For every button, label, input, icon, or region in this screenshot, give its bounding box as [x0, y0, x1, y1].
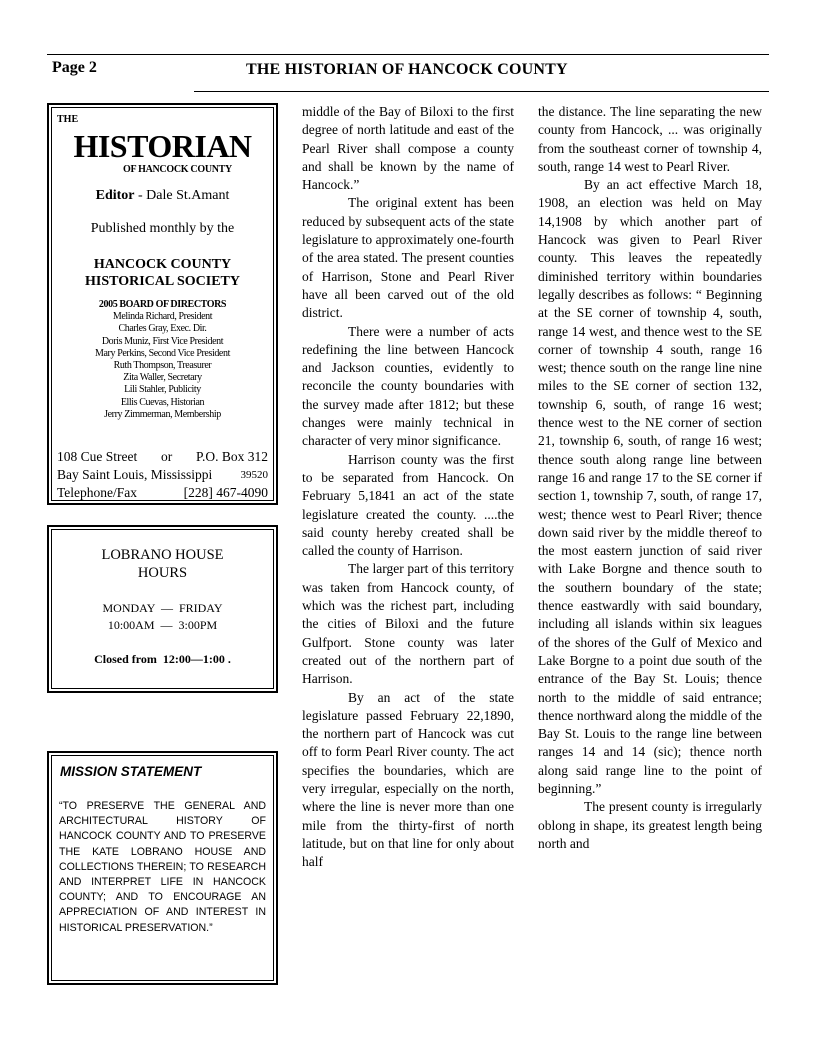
- hours-box: [47, 525, 278, 693]
- board-member: Zita Waller, Secretary: [123, 372, 202, 384]
- article-paragraph: There were a number of acts redefining the line between Hancock and Jackson counties, evidently to reconcile the county boundaries with the survey made after 1812; but these changes were mainly technical in character of very minor significance.: [302, 323, 514, 449]
- article-column-2: [538, 103, 762, 853]
- city-state: Bay Saint Louis, Mississippi: [57, 467, 213, 482]
- page-number: Page 2: [52, 59, 97, 76]
- editor-name: - Dale St.Amant: [134, 188, 230, 203]
- mission-box: [47, 751, 278, 985]
- article-paragraph: By an act of the state legislature passed February 22,1890, the northern part of Hancock was cut off to form Pearl River county. The act specifies the boundaries, which are very irregular, especially on the north, where the line is never more than one mile from the thirty-first of north latitude, but on that line for only about half: [302, 689, 514, 870]
- newsletter-title: THE HISTORIAN OF HANCOCK COUNTY: [246, 61, 568, 78]
- header-rule-top: [47, 54, 769, 55]
- article-paragraph: The present county is irregularly oblong in shape, its greatest length being north and: [538, 799, 762, 851]
- masthead-editor: [52, 188, 273, 204]
- editor-label: Editor: [95, 188, 135, 203]
- masthead-society: [52, 256, 273, 290]
- society-line-2: HISTORICAL SOCIETY: [85, 274, 240, 289]
- board-title: 2005 BOARD OF DIRECTORS: [98, 299, 227, 310]
- mission-text: “TO PRESERVE THE GENERAL AND ARCHITECTURAL HISTORY OF HANCOCK COUNTY AND TO PRESERVE THE KATE LOBRANO HOUSE AND COLLECTIONS THEREIN; TO RESEARCH AND INTERPRET LIFE IN HANCOCK COUNTY; AND TO ENCOURAGE AN APPRECIATION OF AND INTEREST IN HISTORICAL PRESERVATION.”: [59, 800, 266, 934]
- zip-code: 39520: [240, 469, 268, 481]
- board-member: Ellis Cuevas, Historian: [120, 396, 205, 408]
- board-member: Melinda Richard, President: [112, 311, 213, 323]
- article-paragraph: the distance. The line separating the new county from Hancock, ... was originally from the southeast corner of township 4, south, range 14 west to Pearl River.: [538, 104, 762, 174]
- po-box: P.O. Box 312: [195, 449, 268, 464]
- phone-label: Telephone/Fax: [57, 485, 138, 500]
- board-of-directors: [52, 299, 273, 421]
- address-or: or: [160, 449, 173, 464]
- phone-line: [57, 484, 268, 502]
- hours-inner-border: [51, 529, 274, 689]
- society-line-1: HANCOCK COUNTY: [93, 257, 232, 272]
- article-paragraph: The original extent has been reduced by subsequent acts of the state legislature to approximately one-fourth of the area stated. The present counties of Harrison, Stone and Pearl River have all been carved out of the old district.: [302, 195, 514, 321]
- article-paragraph: Harrison county was the first to be separated from Hancock. On February 5,1841 an act of the state legislature created the county. ....the said county hereby created shall be called the county of Harrison.: [302, 451, 514, 559]
- phone-number: [228] 467-4090: [183, 485, 268, 500]
- hours-days: MONDAY — FRIDAY: [102, 601, 223, 615]
- address-line-1: [57, 448, 268, 466]
- street-address: 108 Cue Street: [57, 449, 138, 464]
- hours-title: [52, 546, 273, 582]
- mission-inner-border: [51, 755, 274, 981]
- contact-info: [57, 448, 268, 502]
- masthead-subtitle: OF HANCOCK COUNTY: [123, 164, 232, 175]
- hours-closed: Closed from 12:00—1:00 .: [94, 652, 231, 666]
- mission-title: MISSION STATEMENT: [60, 764, 202, 779]
- hours-time: 10:00AM — 3:00PM: [107, 618, 218, 632]
- header-rule-bottom: [194, 91, 769, 92]
- address-line-2: [57, 466, 268, 484]
- board-member: Ruth Thompson, Treasurer: [113, 360, 212, 372]
- masthead-published: Published monthly by the: [90, 221, 235, 236]
- hours-title-line-2: HOURS: [137, 565, 188, 581]
- board-member: Charles Gray, Exec. Dir.: [118, 323, 207, 335]
- board-member: Jerry Zimmerman, Membership: [104, 408, 221, 420]
- board-member: Mary Perkins, Second Vice President: [95, 347, 230, 359]
- hours-title-line-1: LOBRANO HOUSE: [101, 547, 224, 563]
- article-paragraph: By an act effective March 18, 1908, an election was held on May 14,1908 by which another part of Hancock was given to Pearl River county. This leaves the repeatedly diminished territory within boundaries legally describes as follows: “ Beginning at the SE corner of township 4, south, range 14 west, and thence west to the SE corner of township 4 south, range 16 west; thence south on the range line nine miles to the SE corner of section 132, township 6, south, of range 16 west; thence west to the NE corner of section 21, township 6, south, of range 16 west; thence south along range line between range 16 and range 17 to the SE corner if section 1, township 7, south, of range 17, west; thence west to Pearl River; thence down said river by the middle thereof to the most eastern junction of said river with Lake Borgne and thence south to the southern boundary of the state; thence eastwardly with said boundary, including all islands within six leagues of the shores of the Gulf of Mexico and Lake Borgne to a point due south of the entrance of the Bay St. Louis; thence north to the middle of said entrance; thence northward along the middle of the Bay St. Louis to the range line between ranges 14 and 14 (sic); thence north along said range line to the point of beginning.”: [538, 177, 762, 796]
- masthead-inner-border: [51, 107, 274, 501]
- article-paragraph: The larger part of this territory was taken from Hancock county, of which was the richest part, including the cities of Biloxi and the future Gulfport. Stone county was later created out of the northern part of Harrison.: [302, 561, 514, 687]
- board-member: Doris Muniz, First Vice President: [101, 335, 224, 347]
- article-column-1: [302, 103, 514, 871]
- masthead-box: [47, 103, 278, 505]
- article-paragraph: middle of the Bay of Biloxi to the first degree of north latitude and east of the Pearl River shall compose a county and shall be known by the name of Hancock.”: [302, 104, 514, 193]
- board-member: Lili Stahler, Publicity: [124, 384, 201, 396]
- masthead-the: THE: [57, 114, 79, 125]
- masthead-title: HISTORIAN: [73, 128, 252, 164]
